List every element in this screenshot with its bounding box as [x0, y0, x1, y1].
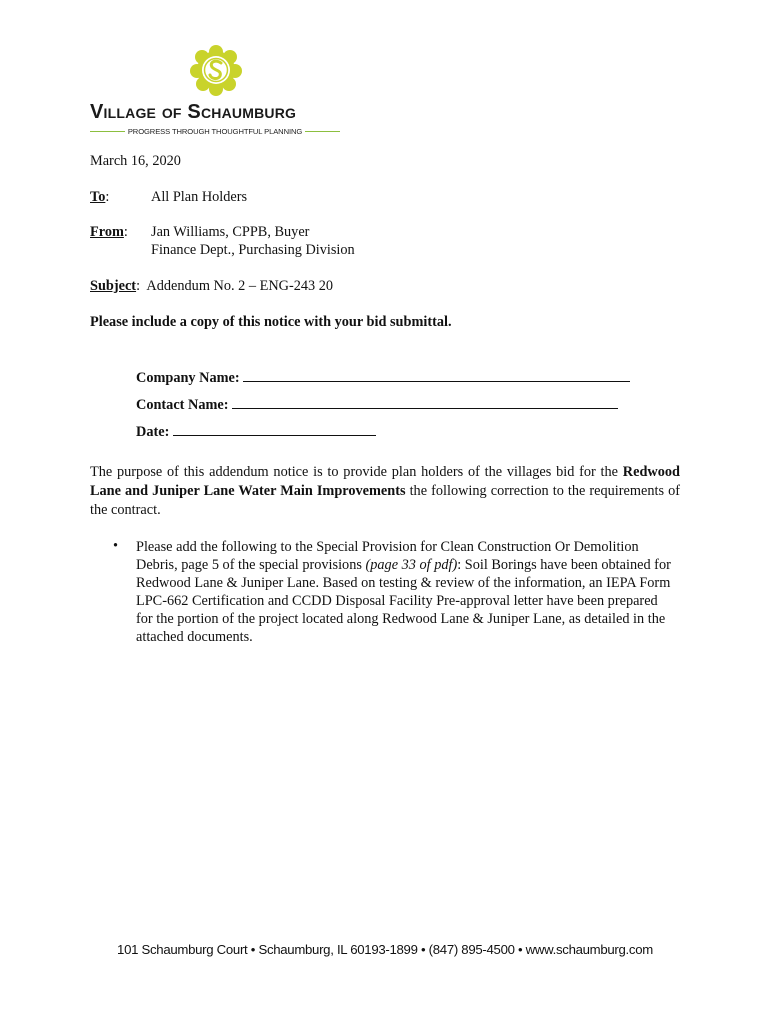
- subject-label: Subject: [90, 278, 137, 294]
- organization-name: Village of Schaumburg: [90, 101, 297, 123]
- tagline-rule-right: [305, 131, 340, 132]
- bullet-text-start: Please add the following to the Special Provision for Clean Construction Or Demolition Debris, page 5 of the special provisions: [136, 539, 639, 573]
- tagline-rule-left: [90, 131, 125, 132]
- footer-address: 101 Schaumburg Court • Schaumburg, IL 60193-1899 • (847) 895-4500 • www.schaumburg.com: [117, 942, 653, 957]
- submittal-notice: Please include a copy of this notice with your bid submittal.: [90, 314, 452, 330]
- pdf-page-reference: (page 33 of pdf): [365, 557, 458, 573]
- company-name-label: Company Name:: [136, 370, 240, 386]
- to-label: To:: [90, 189, 110, 205]
- contact-name-field[interactable]: [232, 394, 618, 409]
- purpose-outro: the following correction to the requirements of the contract.: [90, 483, 680, 518]
- date-row: [136, 421, 376, 441]
- memo-date: March 16, 2020: [90, 153, 181, 169]
- bullet-icon: •: [113, 538, 119, 554]
- contact-name-label: Contact Name:: [136, 397, 229, 413]
- tagline-row: [90, 126, 340, 136]
- tagline: PROGRESS THROUGH THOUGHTFUL PLANNING: [127, 126, 303, 136]
- purpose-paragraph: [90, 463, 680, 520]
- from-line-2: Finance Dept., Purchasing Division: [151, 242, 355, 258]
- date-label: Date:: [136, 424, 170, 440]
- to-label-text: To: [90, 189, 106, 205]
- project-name: Redwood Lane and Juniper Lane Water Main Improvements: [90, 464, 680, 499]
- contact-name-row: [136, 394, 618, 414]
- company-name-row: [136, 367, 630, 387]
- from-label: From:: [90, 224, 128, 240]
- subject-line: Subject: Addendum No. 2 – ENG-243 20: [90, 278, 334, 294]
- bullet-text-rest: : Soil Borings have been obtained for Redwood Lane & Juniper Lane. Based on testing & review of the information, an IEPA Form LPC-662 Certification and CCDD Disposal Facility Pre-approval letter have been prepared for the portion of the project located along Redwood Lane & Juniper Lane, as detailed in the attached documents.: [136, 557, 671, 645]
- company-name-field[interactable]: [243, 367, 630, 382]
- village-seal-icon: [190, 44, 242, 96]
- purpose-intro: The purpose of this addendum notice is to provide plan holders of the villages bid for the: [90, 464, 619, 480]
- from-label-text: From: [90, 224, 124, 240]
- date-field[interactable]: [173, 421, 376, 436]
- bullet-item: [136, 538, 676, 646]
- to-value: All Plan Holders: [151, 189, 248, 205]
- from-line-1: Jan Williams, CPPB, Buyer: [151, 224, 310, 240]
- subject-value: Addendum No. 2 – ENG-243 20: [146, 278, 334, 294]
